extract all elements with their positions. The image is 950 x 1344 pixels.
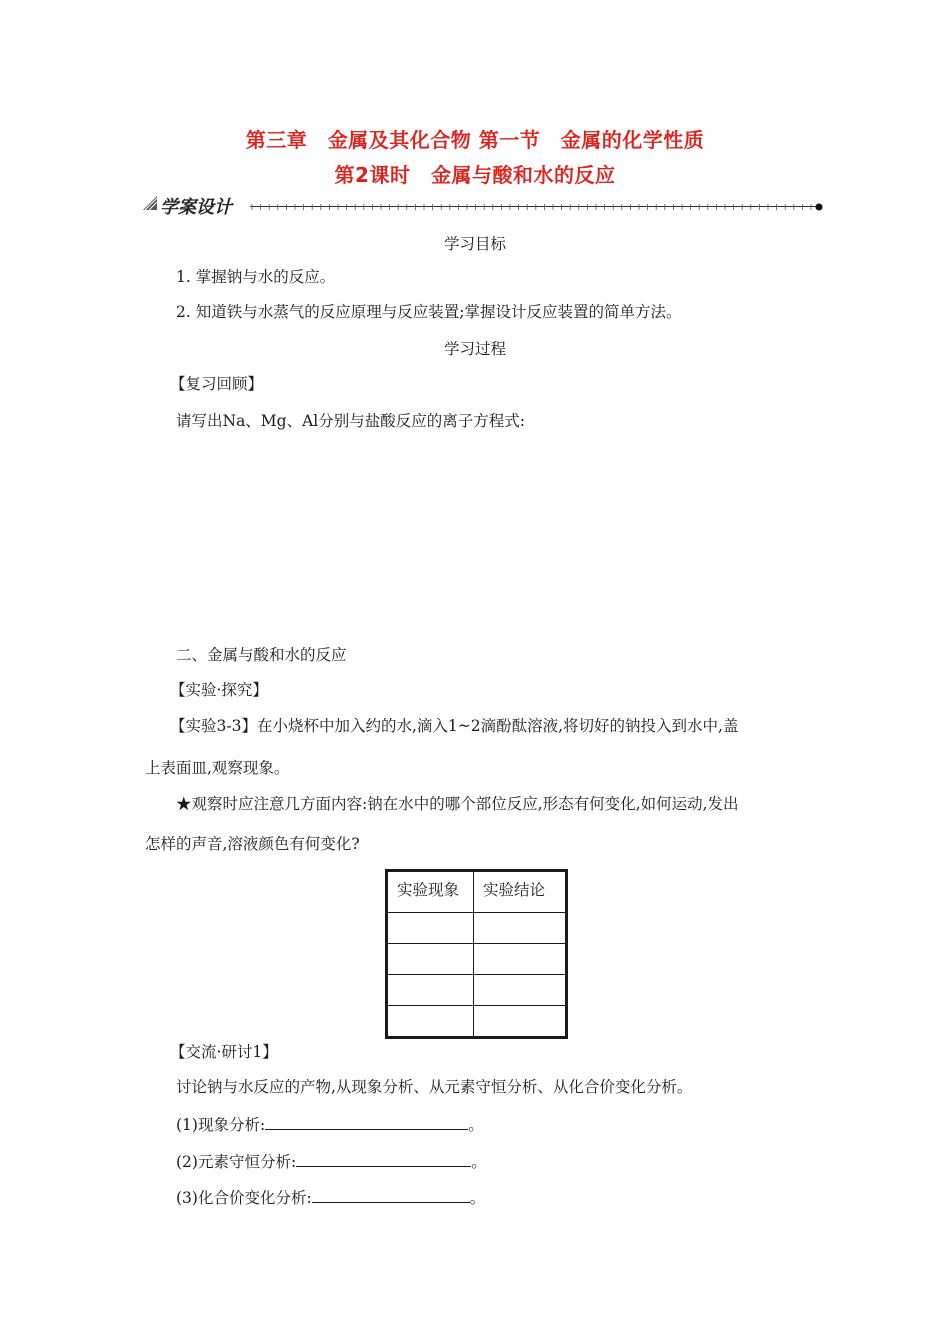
- banner-ruler: [250, 202, 825, 212]
- process-heading: 学习过程: [443, 340, 506, 358]
- review-prompt: 请写出Na、Mg、Al分别与盐酸反应的离子方程式:: [176, 412, 525, 430]
- discussion-prompt: 讨论钠与水反应的产物,从现象分析、从元素守恒分析、从化合价变化分析。: [176, 1078, 693, 1096]
- observe-line-1: ★观察时应注意几方面内容:钠在水中的哪个部位反应,形态有何变化,如何运动,发出: [176, 795, 739, 813]
- discussion-item-label: (2)元素守恒分析:: [176, 1153, 297, 1171]
- table-cell[interactable]: [474, 913, 567, 944]
- table-cell[interactable]: [387, 1006, 474, 1038]
- table-cell[interactable]: [387, 944, 474, 975]
- discussion-item-3: (3)化合价变化分析: 。: [176, 1189, 486, 1207]
- observe-line-2: 怎样的声音,溶液颜色有何变化?: [145, 835, 360, 853]
- table-cell[interactable]: [387, 975, 474, 1006]
- discussion-item-1: (1)现象分析: 。: [176, 1116, 484, 1134]
- banner-label: 学案设计: [160, 197, 232, 218]
- table-cell[interactable]: [474, 1006, 567, 1038]
- answer-blank[interactable]: [296, 1151, 471, 1167]
- objectives-heading: 学习目标: [443, 235, 506, 253]
- table-row: [387, 944, 567, 975]
- observation-table: [385, 869, 568, 1039]
- chapter-title: 第三章 金属及其化合物 第一节 金属的化学性质: [245, 128, 705, 152]
- discussion-heading: 【交流·研讨1】: [170, 1043, 278, 1061]
- discussion-item-label: (3)化合价变化分析:: [176, 1189, 312, 1207]
- banner-triangle-icon: [143, 195, 157, 209]
- explore-heading: 【实验·探究】: [170, 681, 268, 699]
- review-heading: 【复习回顾】: [170, 375, 264, 393]
- section2-heading: 二、金属与酸和水的反应: [176, 646, 347, 664]
- table-cell[interactable]: [474, 975, 567, 1006]
- experiment-line-1: 【实验3-3】在小烧杯中加入约的水,滴入1~2滴酚酞溶液,将切好的钠投入到水中,盖: [170, 717, 739, 735]
- answer-blank[interactable]: [312, 1187, 470, 1203]
- table-header-conclusion: 实验结论: [474, 871, 567, 913]
- objective-item-2: 2. 知道铁与水蒸气的反应原理与反应装置;掌握设计反应装置的简单方法。: [176, 303, 682, 321]
- table-cell[interactable]: [474, 944, 567, 975]
- objective-item-1: 1. 掌握钠与水的反应。: [176, 268, 336, 286]
- table-row: [387, 975, 567, 1006]
- table-row: [387, 913, 567, 944]
- table-header-phenomenon: 实验现象: [387, 871, 474, 913]
- table-cell[interactable]: [387, 913, 474, 944]
- discussion-item-label: (1)现象分析:: [176, 1116, 266, 1134]
- discussion-item-2: (2)元素守恒分析: 。: [176, 1153, 487, 1171]
- experiment-line-2: 上表面皿,观察现象。: [145, 759, 290, 777]
- answer-blank[interactable]: [265, 1114, 468, 1130]
- lesson-title: 第2课时 金属与酸和水的反应: [334, 163, 616, 187]
- table-row: [387, 1006, 567, 1038]
